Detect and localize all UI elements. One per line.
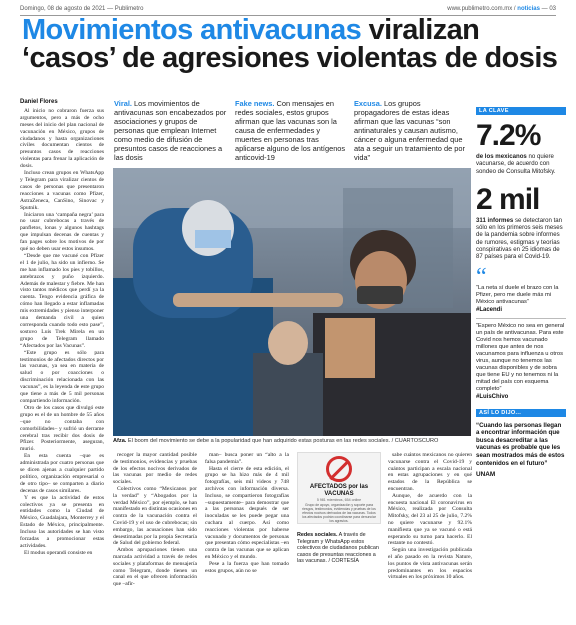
- stat1-text: no quiere vacunarse, de acuerdo con sondeo de Consulta Mitofsky.: [476, 153, 556, 175]
- header-date: Domingo, 08 de agosto de 2021: [20, 6, 106, 12]
- body-paragraph: “Desde que me vacuné con Pfizer el 1 de julio, ha sido un infierno. Se me han inflamado los pies y tobillos, antebrazos y puño izquierdo. Además de malestar y fiebre. Me han visto tantos médicos que perdí ya la cuenta. Tengo evidencia gráfica de cómo han llegado a estar inflamadas mis extremidades y pienso interponer una demanda civil a quien corresponda cuando todo esto pase”, sostuvo Luis Trek Mirela en un grupo de Telegram llamado “Afectados por las Vacunas”.: [20, 252, 104, 349]
- pull-quote: “Cuando las personas llegan a encontrar información que busca desacreditar a las vacunas es probable que les sean mostrados más de estos contenidos en el futuro”: [476, 421, 565, 467]
- stat1-description: [476, 153, 566, 175]
- prohibited-icon: [326, 456, 352, 482]
- kicker-fake-news: [235, 99, 347, 162]
- poster-caption: [297, 532, 381, 565]
- caption-label: Afza.: [113, 438, 127, 444]
- photo-caption: [113, 438, 473, 444]
- body-paragraph: Según una investigación publicada el año pasado en la revista Nature, los puntos de vista antivacunas serán predominantes en los espacios virtuales en los próximos 10 años.: [388, 547, 472, 581]
- page-title: [22, 16, 562, 72]
- pull-quote-source: UNAM: [476, 471, 496, 479]
- body-paragraph: El modus operandi consiste en: [24, 549, 93, 556]
- headline-rest: viralizan ‘casos’ de agresiones violentas de dosis: [22, 14, 558, 74]
- stat-percentage: 7.2%: [476, 119, 541, 152]
- sidebar-divider: [476, 318, 566, 319]
- kicker-excusa: [354, 99, 468, 162]
- header-page-number: 03: [549, 6, 556, 12]
- stat1-bold: de los mexicanos: [476, 153, 527, 160]
- poster-caption-label: Redes sociales.: [297, 532, 338, 538]
- header-brand: Publimetro: [114, 6, 144, 12]
- header-site-section: www.publimetro.com.mx / noticias — 03: [447, 6, 556, 12]
- body-paragraph: Hasta el cierre de esta edición, el grupo se ha hizo más de 4 mil fotografías, seis mil videos y 748 archivos con información diversa. Incluso, se compartieron fotografías –supuestamente– para demostrar que a las personas después de ser inoculadas se les puede pegar una cuchara al cuerpo. Así como reacciones violentas por haberse vacunado y documentos de personas que presentan cómo especialistas –en contra de las vacunas que se aplican en México y el mundo.: [205, 465, 289, 560]
- kicker-viral: [114, 99, 228, 162]
- poster-caption-text: A través de Telegram y WhatsApp estos colectivos de ciudadanos publican casos de presuntas reacciones a las vacunas.: [297, 532, 379, 565]
- body-paragraph: Y es que la actividad de estos colectivos ya se presenta en entidades como la Ciudad de México, Guadalajara, Monterrey y el Estado de México, principalmente. Incluso las autoridades se han visto forzadas a promocionar estas actividades.: [20, 494, 104, 549]
- body-paragraph: Iniciaron una ‘campaña negra’ para no usar cubrebocas a través de panfletos, lonas y algunos hashtags que impulsan decenas de cuentas y fan pages sobre los motivos de por qué no deben usar estos insumos.: [20, 211, 104, 253]
- caption-credit: / CUARTOSCURO: [390, 438, 439, 444]
- kicker-text: Con mensajes en redes sociales, estos grupos afirman que las vacunas son la causa de enfermedades y muertes en personas tras aplicarse alguno de los antígenos anticovid-19: [235, 99, 346, 162]
- social-quote-text: “La neta sí duele el brazo con la Pfizer, pero me duele más mi México antivacunas”: [476, 284, 559, 305]
- kicker-label: Viral.: [114, 99, 132, 108]
- stat-count: 2 mil: [476, 182, 540, 216]
- stat2-bold: 311 informes: [476, 216, 514, 224]
- poster-title: AFECTADOS por las VACUNAS: [309, 484, 369, 497]
- body-paragraph: Ambos aprupaciones tienen una marcada actividad a través de redes sociales y plataformas de mensajería como Telegram, donde tienen un canal en el que ofrecen información que –afir-: [113, 547, 197, 588]
- article-body-col-5: [388, 452, 472, 581]
- byline: Daniel Flores: [20, 99, 58, 105]
- article-body-col-3: [205, 452, 289, 574]
- stat2-text: se detectaron tan sólo en los primeros seis meses de la pandemia sobre informes de rumores, estigmas y teorías conspirativas en 25 idiomas de 87 países para el Covid-19.: [476, 216, 563, 261]
- body-paragraph: Al inicio no cobraron fuerza sus argumentos, pero a más de ocho meses del inicio del plan nacional de vacunación en México, grupos de ciudadanos y hasta organizaciones civiles documentan cientos de presuntos casos de reacciones violentas para frenar la aplicación de dosis.: [20, 107, 104, 170]
- social-quote: [476, 285, 566, 314]
- social-quote-handle: #LuisChivo: [476, 393, 509, 400]
- headline-highlight: Movimientos antivacunas: [22, 14, 362, 46]
- sidebar-key-facts: [476, 99, 566, 478]
- poster-subtitle: 5 981 miembros, 654 online: [316, 498, 362, 503]
- kicker-label: Fake news.: [235, 99, 275, 108]
- stat2-description: [476, 217, 566, 261]
- body-paragraph: Aunque, de acuerdo con la encuesta nacional El coronavirus en México, realizada por Consulta Mitofsky, del 23 al 25 de julio, 7.2% no quiere vacunarse y 92.1% manifiesta que ya se vacunó o está esperando su turno para hacerlo. El restante no contestó.: [388, 492, 472, 547]
- header-section: noticias: [517, 6, 540, 12]
- social-quote: [476, 323, 566, 401]
- article-body-left: [20, 99, 104, 557]
- body-paragraph: En esta cuenta –que es administrada por cuatro personas que se dicen ajenas a cualquier partido político, organización empresarial o de otro tipo– se comparten a diario decenas de casos similares.: [20, 453, 104, 494]
- poster-caption-credit: / CORTESÍA: [326, 558, 359, 565]
- vaccination-scene-image: [113, 168, 471, 436]
- social-quote-text: “Espero México no sea en general un país de antivacunas. Para este Covid nos hemos vacunado millones que antes de nos vacunamos para influenza u otros virus, aunque no tenemos las vacunas disponibles y de sobra que tiene EU y no tenemos ni la mitad del país con esquema completo”: [476, 322, 565, 392]
- body-paragraph: Colectivos como “Mexicanos por la verdad” y “Abogados por la verdad México”, por ejemplo, se han manifestado en distintas ocasiones en contra de la vacunación contra el Covid-19 y el uso de cubrebocas; sin embargo, las acusaciones han sido desestimadas por la propia Secretaría de Salud del gobierno federal.: [113, 485, 197, 547]
- body-paragraph: Incluso crean grupos en WhatsApp y Telegram para viralizar cientos de casos de personas que presentaron reacciones a vacunas como Pfizer, AstraZeneca, CanSino, Sinovac y Sputnik.: [20, 170, 104, 211]
- header-date-brand: Domingo, 08 de agosto de 2021 — Publimetro: [20, 6, 144, 12]
- kicker-text: Los movimientos de antivacunas son encabezados por asociaciones y grupos de personas que emplean Internet como medio de difusión de presuntos casos de reacciones a las dosis: [114, 99, 227, 162]
- sidebar-tag-la-clave: LA CLAVE: [476, 107, 566, 115]
- kicker-label: Excusa.: [354, 99, 382, 108]
- body-paragraph: “Este grupo es sólo para testimonios de afectados directos por las vacunas, ya sea en materia de salud o por coacciones o discriminación relacionada con las vacunas”, es la leyenda de este grupo que tiene a más de 5 mil personas compartiendo información.: [20, 349, 104, 404]
- caption-text: El boom del movimiento se debe a la popularidad que han adquirido estas posturas en las redes sociales.: [126, 438, 391, 444]
- telegram-group-poster: [297, 452, 381, 524]
- header-site: www.publimetro.com.mx: [447, 6, 513, 12]
- quote-icon: “: [476, 263, 487, 290]
- body-paragraph: Otro de los casos que divulgó este grupo es el de un hombre de 55 años –que no contaba con comorbilidades– y sufrió un derrame cerebral tras recibir dos dosis de Pfizer. Posteriormente, aseguran, murió.: [20, 404, 104, 453]
- body-paragraph: Pese a la fuerza que han tomado estos grupos, aún no se: [205, 560, 289, 574]
- social-quote-handle: #Lacendi: [476, 306, 503, 313]
- body-paragraph: man– busca poner un “alto a la falsa pandemia”.: [205, 452, 289, 465]
- sidebar-tag-asi-lo-dijo: ASÍ LO DIJO...: [476, 409, 566, 417]
- poster-blurb: Grupo de apoyo, organización y soporte para riesgos, testimonios, evidencias y pruebas de los efectos nocivos derivados de las vacunas. Todos los afectados podrán coordinarse para denunciar los agravios.: [302, 503, 376, 524]
- body-paragraph: recoger la mayor cantidad posible de testimonios, evidencias y pruebas de los efectos nocivos derivados de las vacunas por medio de redes sociales.: [113, 452, 197, 486]
- main-photo-vaccination: [113, 168, 471, 436]
- kicker-text: Los grupos propagadores de estas ideas afirman que las vacunas “son antinaturales y causan autismo, cáncer o alguna enfermedad que ata a seguir un tratamiento de por vida”: [354, 99, 465, 162]
- article-body-col-2: [113, 452, 197, 588]
- body-paragraph: sabe cuántos mexicanos no quieren vacunarse contra el Covid-19 y cuántos participan a escala nacional en estas agrupaciones y en qué estados de la República se encuentran.: [388, 452, 472, 492]
